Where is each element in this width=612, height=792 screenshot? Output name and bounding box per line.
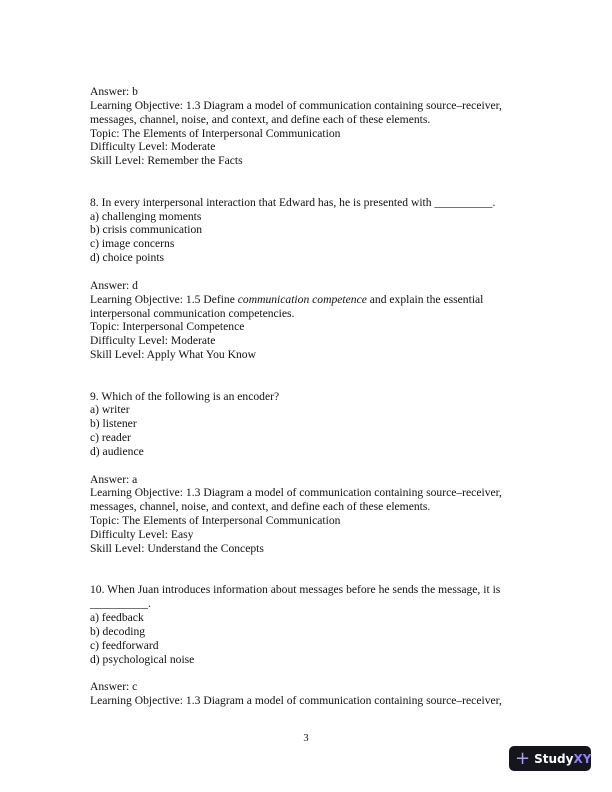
plus-icon: +	[515, 747, 531, 769]
skill: Skill Level: Remember the Facts	[90, 154, 243, 168]
difficulty: Difficulty Level: Easy	[90, 528, 194, 541]
option: c) image concerns	[90, 237, 175, 251]
lo-text: and explain the essential	[366, 292, 484, 306]
logo-text-xy: XY	[573, 751, 592, 766]
topic: Topic: The Elements of Interpersonal Communication	[90, 126, 341, 140]
option: b) decoding	[90, 624, 146, 638]
learning-objective	[90, 293, 530, 307]
learning-objective-cont: messages, channel, noise, and context, and define each of these elements.	[90, 112, 431, 126]
learning-objective: Learning Objective: 1.3 Diagram a model of communication containing source–receiver,	[90, 694, 502, 708]
lo-italic-term: communication competence	[237, 292, 367, 306]
option: d) choice points	[90, 251, 165, 265]
answer: Answer: b	[90, 85, 138, 98]
option: a) feedback	[90, 611, 144, 625]
topic: Topic: The Elements of Interpersonal Communication	[90, 514, 341, 528]
topic: Topic: Interpersonal Competence	[90, 320, 245, 334]
lo-text: Learning Objective: 1.5 Define	[90, 292, 238, 306]
learning-objective: Learning Objective: 1.3 Diagram a model of communication containing source–receiver,	[90, 98, 502, 112]
option: b) crisis communication	[90, 223, 203, 237]
question-8: 8. In every interpersonal interaction that Edward has, he is presented with __________.	[90, 195, 496, 209]
option: a) writer	[90, 403, 130, 417]
learning-objective: Learning Objective: 1.3 Diagram a model of communication containing source–receiver,	[90, 486, 502, 500]
skill: Skill Level: Understand the Concepts	[90, 541, 264, 555]
difficulty: Difficulty Level: Moderate	[90, 140, 216, 154]
studyxy-logo[interactable]	[509, 746, 591, 771]
question-10: 10. When Juan introduces information about messages before he sends the message, it is	[90, 583, 501, 597]
option: b) listener	[90, 417, 137, 431]
question-9: 9. Which of the following is an encoder?	[90, 389, 280, 403]
option: d) audience	[90, 444, 144, 458]
answer: Answer: d	[90, 278, 138, 292]
option: d) psychological noise	[90, 652, 195, 666]
difficulty: Difficulty Level: Moderate	[90, 334, 216, 348]
question-10-blank: __________.	[90, 597, 151, 611]
page-number: 3	[303, 733, 309, 744]
learning-objective-cont: messages, channel, noise, and context, and define each of these elements.	[90, 500, 431, 514]
option: c) feedforward	[90, 638, 159, 652]
document-body	[90, 85, 530, 708]
logo-text-study: Study	[534, 751, 574, 766]
answer: Answer: a	[90, 472, 138, 486]
learning-objective-cont: interpersonal communication competencies.	[90, 306, 295, 320]
option: c) reader	[90, 431, 131, 445]
answer: Answer: c	[90, 680, 138, 694]
skill: Skill Level: Apply What You Know	[90, 348, 256, 362]
option: a) challenging moments	[90, 209, 202, 223]
